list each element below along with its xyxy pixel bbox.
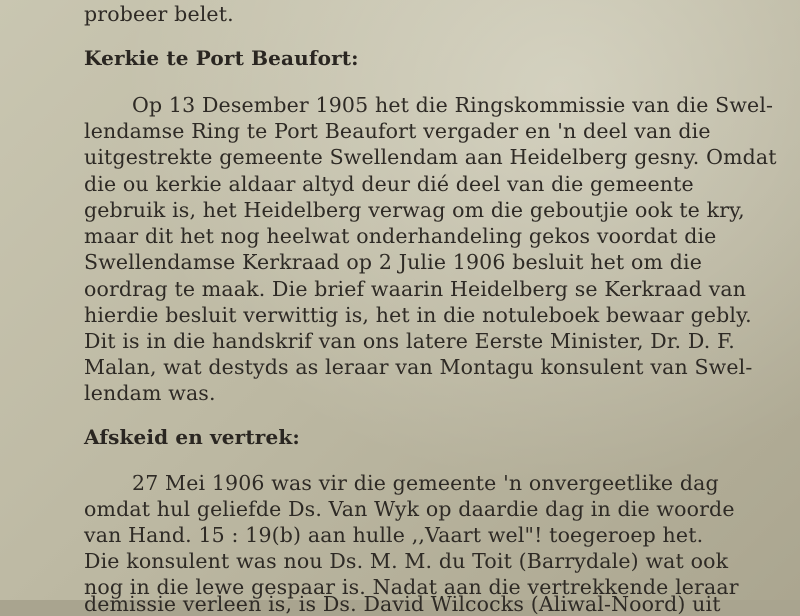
- text-line: Malan, wat destyds as leraar van Montagu konsulent van Swel-: [84, 355, 753, 379]
- text-line: Die konsulent was nou Ds. M. M. du Toit (Barrydale) wat ook: [84, 549, 729, 573]
- section-heading-kerkie: Kerkie te Port Beaufort:: [84, 46, 359, 70]
- text-line: Op 13 Desember 1905 het die Ringskommissie van die Swel-: [132, 93, 774, 117]
- text-line: lendam was.: [84, 381, 216, 405]
- text-line: lendamse Ring te Port Beaufort vergader en 'n deel van die: [84, 119, 711, 143]
- text-line: hierdie besluit verwittig is, het in die notuleboek bewaar gebly.: [84, 303, 752, 327]
- text-line: van Hand. 15 : 19(b) aan hulle ,,Vaart wel"! toegeroep het.: [84, 523, 704, 547]
- text-line: gebruik is, het Heidelberg verwag om die geboutjie ook te kry,: [84, 198, 745, 222]
- text-line: die ou kerkie aldaar altyd deur dié deel van die gemeente: [84, 172, 694, 196]
- text-line: Dit is in die handskrif van ons latere Eerste Minister, Dr. D. F.: [84, 329, 735, 353]
- text-line: Swellendamse Kerkraad op 2 Julie 1906 besluit het om die: [84, 250, 702, 274]
- text-line: uitgestrekte gemeente Swellendam aan Heidelberg gesny. Omdat: [84, 145, 777, 169]
- text-line: 27 Mei 1906 was vir die gemeente 'n onvergeetlike dag: [132, 471, 719, 495]
- text-line: omdat hul geliefde Ds. Van Wyk op daardie dag in die woorde: [84, 497, 735, 521]
- text-line: maar dit het nog heelwat onderhandeling gekos voordat die: [84, 224, 717, 248]
- text-line: probeer belet.: [84, 2, 234, 26]
- section-heading-afskeid: Afskeid en vertrek:: [84, 425, 300, 449]
- text-line: nog in die lewe gespaar is. Nadat aan die vertrekkende leraar: [84, 575, 739, 599]
- text-line-partial: demissie verleen is, is Ds. David Wilcocks (Aliwal-Noord) uit: [84, 592, 721, 616]
- text-line: oordrag te maak. Die brief waarin Heidelberg se Kerkraad van: [84, 277, 747, 301]
